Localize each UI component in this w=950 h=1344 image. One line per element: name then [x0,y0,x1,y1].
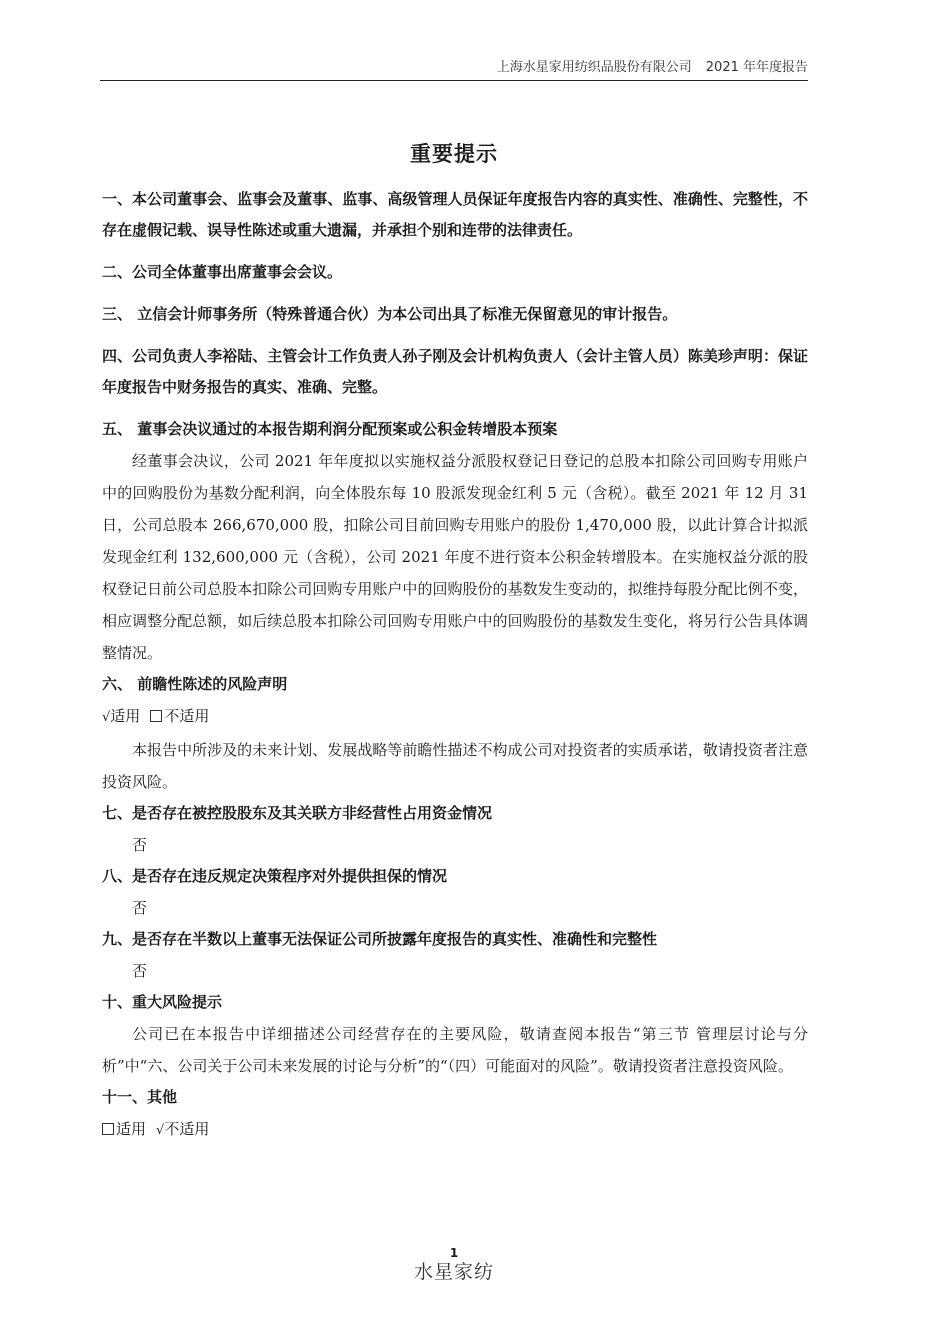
section-7-heading: 七、是否存在被控股股东及其关联方非经营性占用资金情况 [102,804,493,822]
checkmark-icon: √ [102,710,111,725]
checkmark-icon: √ [156,1123,165,1138]
page-footer [0,1246,908,1284]
header-company: 上海水星家用纺织品股份有限公司 [496,60,692,75]
section-7-answer: 否 [132,836,148,854]
option-applicable: 适用 [116,1120,147,1138]
section-5-body: 经董事会决议，公司 2021 年年度拟以实施权益分派股权登记日登记的总股本扣除公司回购专用账户中的回购股份为基数分配利润，向全体股东每 10 股派发现金红利 5 元（含税）。截至 2021 年 12 月 31 日，公司总股本 266,670,000 股，扣除公司目前回购专用账户的股份 1,470,000 股，以此计算合计拟派发现金红利 132,600,000 元（含税），公司 2021 年度不进行资本公积金转增股本。在实施权益分派的股权登记日前公司总股本扣除公司回购专用账户中的回购股份的基数发生变动的，拟维持每股分配比例不变，相应调整分配总额，如后续总股本扣除公司回购专用账户中的回购股份的基数发生变化，将另行公告具体调整情况。 [102,452,808,662]
section-11-options [102,1113,808,1147]
section-8-heading: 八、是否存在违反规定决策程序对外提供担保的情况 [102,867,448,885]
section-6-body: 本报告中所涉及的未来计划、发展战略等前瞻性描述不构成公司对投资者的实质承诺，敬请投资者注意投资风险。 [102,741,808,791]
empty-checkbox-icon [150,710,162,722]
section-11-heading: 十一、其他 [102,1088,178,1106]
section-1: 一、本公司董事会、监事会及董事、监事、高级管理人员保证年度报告内容的真实性、准确性、完整性，不存在虚假记载、误导性陈述或重大遗漏，并承担个别和连带的法律责任。 [102,190,808,239]
section-10-heading: 十、重大风险提示 [102,993,223,1011]
brand-logo-text: 水星家纺 [413,1261,494,1283]
section-4: 四、公司负责人李裕陆、主管会计工作负责人孙子刚及会计机构负责人（会计主管人员）陈美珍声明：保证年度报告中财务报告的真实、准确、完整。 [102,347,808,396]
document-body [102,184,808,1147]
empty-checkbox-icon [102,1123,114,1135]
section-6-options [102,700,808,734]
page-title: 重要提示 [410,142,498,166]
section-8-answer: 否 [132,899,148,917]
section-6-heading: 六、 前瞻性陈述的风险声明 [102,675,288,693]
section-9-heading: 九、是否存在半数以上董事无法保证公司所披露年度报告的真实性、准确性和完整性 [102,930,658,948]
option-applicable: 适用 [110,707,141,725]
option-not-applicable: 不适用 [164,707,210,725]
header-report-title: 2021 年年度报告 [705,60,808,75]
section-5-heading: 五、 董事会决议通过的本报告期利润分配预案或公积金转增股本预案 [102,420,558,438]
section-2: 二、公司全体董事出席董事会会议。 [102,263,343,281]
option-not-applicable: 不适用 [164,1120,210,1138]
section-10-body: 公司已在本报告中详细描述公司经营存在的主要风险，敬请查阅本报告“第三节 管理层讨论与分析”中“六、公司关于公司未来发展的讨论与分析”的“（四）可能面对的风险”。敬请投资者注意投资风险。 [102,1025,808,1075]
section-3: 三、 立信会计师事务所（特殊普通合伙）为本公司出具了标准无保留意见的审计报告。 [102,305,678,323]
page-number: 1 [449,1246,459,1260]
section-9-answer: 否 [132,962,148,980]
page-header [100,58,808,81]
